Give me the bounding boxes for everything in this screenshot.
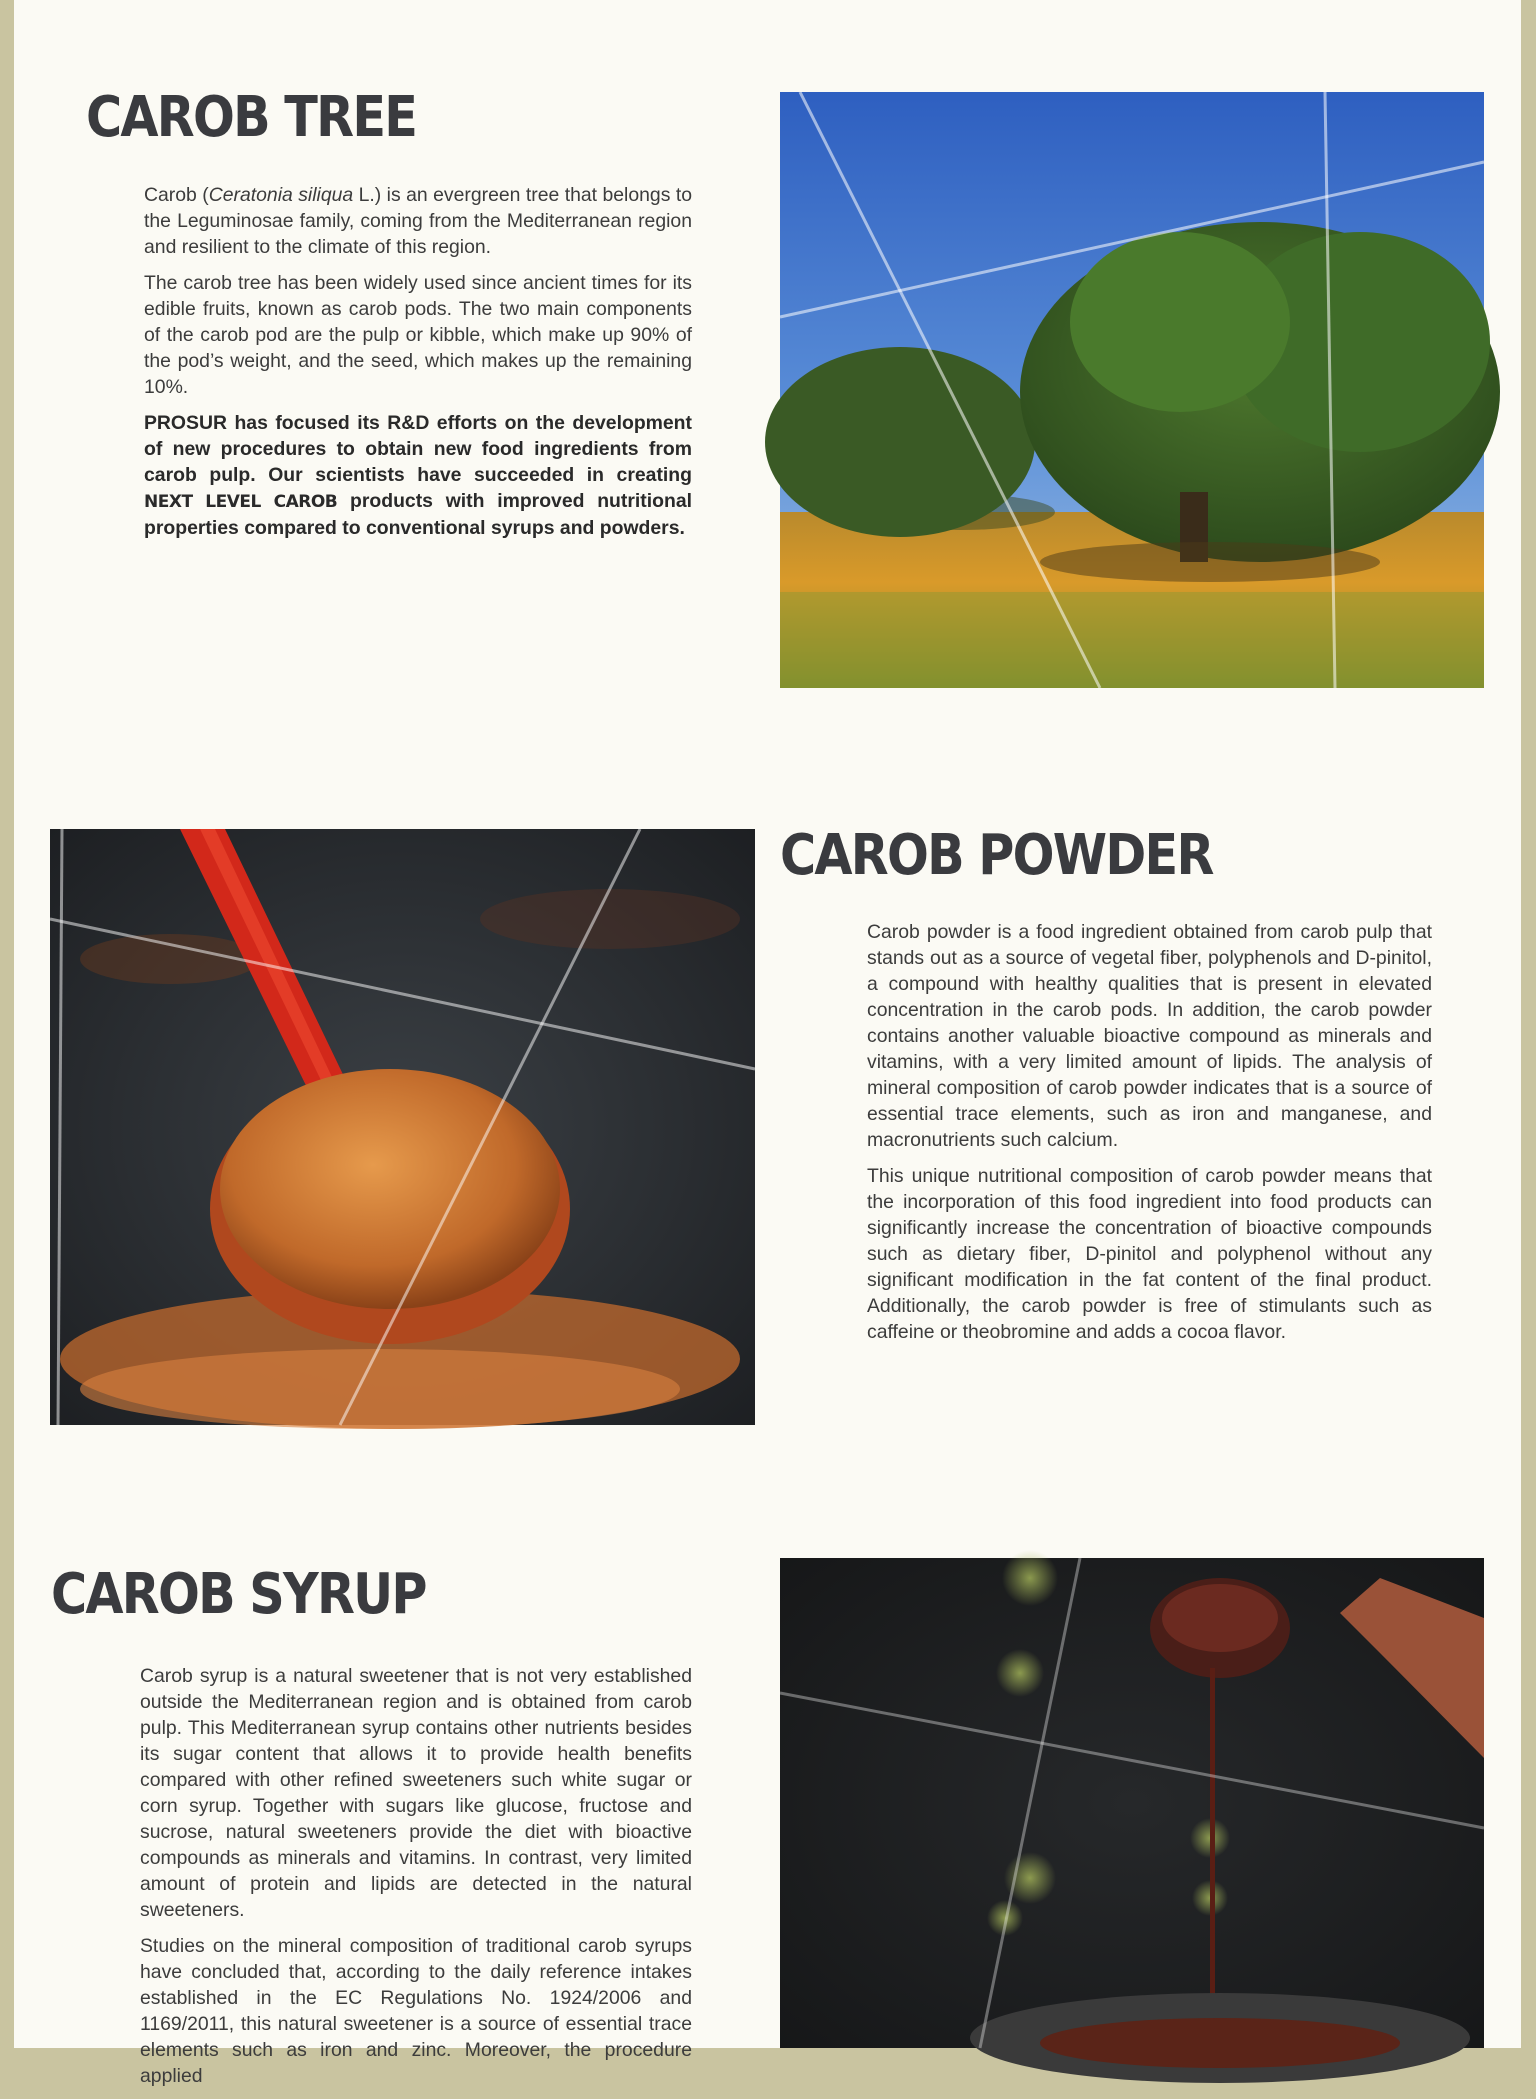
- carob-powder-paragraph-1: Carob powder is a food ingredient obtained from carob pulp that stands out as a source of vegetal fiber, polyphenols and D-pinitol, a compound with healthy qualities that is present in elevated concentration in the carob pods. In addition, the carob powder contains another valuable bioactive compound as minerals and vitamins, with a very limited amount of lipids. The analysis of mineral composition of carob powder indicates that is a source of essential trace elements, such as iron and manganese, and macronutrients such calcium.: [867, 921, 1432, 1151]
- next-level-carob-brand: NEXT LEVEL CAROB: [144, 492, 338, 512]
- carob-tree-photo: [780, 92, 1484, 688]
- carob-syrup-paragraph-1: Carob syrup is a natural sweetener that is not very established outside the Mediterranean region and is obtained from carob pulp. This Mediterranean syrup contains other nutrients besides its sugar content that allows it to provide health benefits compared with other refined sweeteners such white sugar or corn syrup. Together with sugars like glucose, fructose and sucrose, natural sweeteners provide the diet with bioactive compounds as minerals and vitamins. In contrast, very limited amount of protein and lipids are detected in the natural sweeteners.: [140, 1665, 692, 1921]
- carob-powder-text: [867, 919, 1432, 1355]
- carob-tree-paragraph-2: The carob tree has been widely used since ancient times for its edible fruits, known as carob pods. The two main components of the carob pod are the pulp or kibble, which make up 90% of the pod’s weight, and the seed, which makes up the remaining 10%.: [144, 272, 692, 398]
- carob-syrup-paragraph-2: Studies on the mineral composition of traditional carob syrups have concluded that, according to the daily reference intakes established in the EC Regulations No. 1924/2006 and 1169/2011, this natural sweetener is a source of essential trace elements such as iron and zinc. Moreover, the procedure applied: [140, 1935, 692, 2087]
- carob-syrup-title: CAROB SYRUP: [51, 1562, 426, 1627]
- carob-powder-title: CAROB POWDER: [780, 823, 1213, 888]
- carob-syrup-photo: [780, 1558, 1484, 2048]
- carob-tree-title: CAROB TREE: [86, 85, 417, 150]
- carob-syrup-text: [140, 1663, 692, 2099]
- carob-powder-photo: [50, 829, 755, 1425]
- carob-powder-paragraph-2: This unique nutritional composition of carob powder means that the incorporation of this food ingredient into food products can significantly increase the concentration of bioactive compounds such as dietary fiber, D-pinitol and polyphenol without any significant modification in the fat content of the final product. Additionally, the carob powder is free of stimulants such as caffeine or theobromine and adds a cocoa flavor.: [867, 1165, 1432, 1343]
- carob-tree-paragraph-1: Carob (Ceratonia siliqua L.) is an evergreen tree that belongs to the Leguminosae family, coming from the Mediterranean region and resilient to the climate of this region.: [144, 184, 692, 258]
- carob-tree-paragraph-3: PROSUR has focused its R&D efforts on the development of new procedures to obtain new food ingredients from carob pulp. Our scientists have succeeded in creating NEXT LEVEL CAROB products with improved nutritional properties compared to conventional syrups and powders.: [144, 412, 692, 539]
- carob-tree-text: [144, 182, 692, 551]
- page: [14, 0, 1521, 2087]
